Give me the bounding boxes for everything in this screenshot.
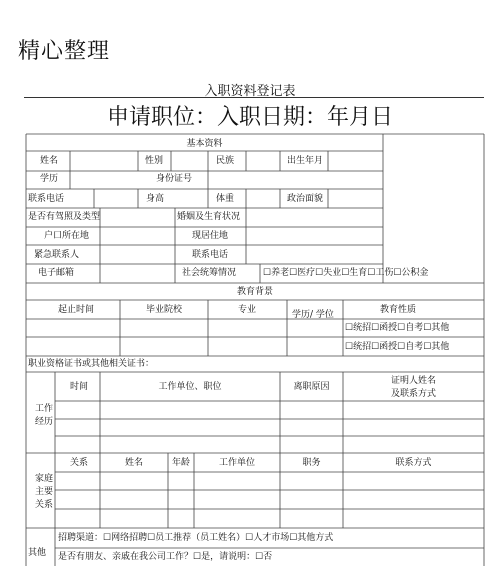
brand-title: 精心整理 bbox=[18, 39, 111, 64]
label-driving-license: 是否有驾照及类型 bbox=[28, 212, 101, 222]
label-work-time: 时间 bbox=[70, 382, 89, 392]
social-insurance-options[interactable]: ☐养老☐医疗☐失业☐生育☐工伤☐公积金 bbox=[263, 268, 429, 278]
label-height: 身高 bbox=[146, 194, 165, 204]
label-education-nature: 教育性质 bbox=[380, 305, 417, 315]
label-leave-reason: 离职原因 bbox=[293, 382, 330, 392]
family-side-label: 家庭 bbox=[35, 474, 54, 484]
label-hukou: 户口所在地 bbox=[44, 231, 90, 241]
label-family-age: 年龄 bbox=[171, 458, 190, 468]
label-education-period: 起止时间 bbox=[58, 305, 95, 315]
label-family-company: 工作单位 bbox=[218, 458, 255, 468]
label-degree: 学历/ 学位 bbox=[292, 310, 334, 320]
label-family-name: 姓名 bbox=[124, 458, 143, 468]
label-birth-date: 出生年月 bbox=[287, 156, 324, 166]
label-emergency-phone: 联系电话 bbox=[192, 250, 229, 260]
label-major: 专业 bbox=[238, 305, 257, 315]
label-id-number: 身份证号 bbox=[156, 174, 193, 184]
section-education: 教育背景 bbox=[236, 287, 273, 297]
label-certificates: 职业资格证书或其他相关证书： bbox=[28, 359, 155, 369]
label-emergency-contact: 紧急联系人 bbox=[34, 250, 80, 260]
label-phone: 联系电话 bbox=[28, 194, 65, 204]
label-reference: 及联系方式 bbox=[390, 389, 436, 399]
label-reference: 证明人姓名 bbox=[390, 376, 436, 386]
other-side-label: 其他 bbox=[28, 548, 47, 558]
label-education: 学历 bbox=[40, 174, 59, 184]
work-side-label: 工作 bbox=[35, 404, 54, 414]
form-subtitle: 入职资料登记表 bbox=[204, 84, 296, 99]
label-residence: 现居住地 bbox=[192, 231, 229, 241]
label-marital-status: 婚姻及生育状况 bbox=[177, 212, 241, 222]
label-name: 姓名 bbox=[40, 156, 59, 166]
label-family-contact: 联系方式 bbox=[395, 458, 432, 468]
form-title: 申请职位：入职日期：年月日 bbox=[106, 105, 393, 130]
education-nature-options[interactable]: ☐统招☐函授☐自考☐其他 bbox=[345, 342, 450, 352]
family-side-label: 关系 bbox=[35, 500, 54, 510]
section-basic-info: 基本资料 bbox=[186, 139, 223, 149]
work-side-label: 经历 bbox=[35, 417, 54, 427]
label-political-status: 政治面貌 bbox=[287, 194, 324, 204]
recruitment-channels[interactable]: 招聘渠道：☐网络招聘☐员工推荐（员工姓名）☐人才市场☐其他方式 bbox=[58, 533, 334, 543]
education-nature-options[interactable]: ☐统招☐函授☐自考☐其他 bbox=[345, 323, 450, 333]
family-side-label: 主要 bbox=[35, 487, 54, 497]
label-family-relation: 关系 bbox=[70, 458, 89, 468]
label-work-company: 工作单位、职位 bbox=[158, 382, 222, 392]
label-ethnicity: 民族 bbox=[216, 156, 235, 166]
label-social-insurance: 社会统筹情况 bbox=[182, 268, 237, 278]
label-family-position: 职务 bbox=[302, 458, 321, 468]
label-gender: 性别 bbox=[145, 156, 164, 166]
label-weight: 体重 bbox=[216, 194, 235, 204]
label-email: 电子邮箱 bbox=[38, 268, 75, 278]
label-school: 毕业院校 bbox=[146, 305, 183, 315]
relatives-in-company[interactable]: 是否有朋友、亲戚在我公司工作？☐是，请说明：☐否 bbox=[58, 552, 273, 562]
